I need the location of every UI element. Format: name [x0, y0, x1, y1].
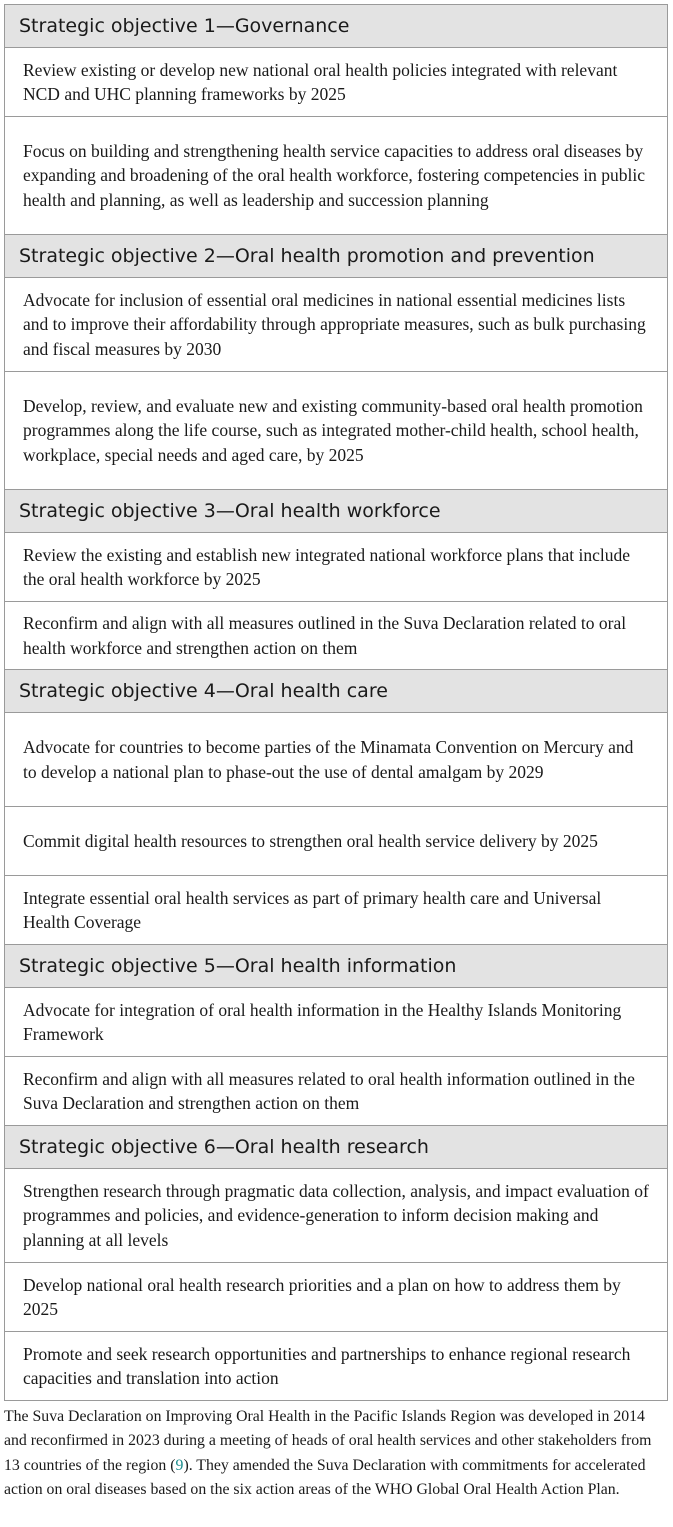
table-row: Commit digital health resources to strengthen oral health service delivery by 2025	[5, 807, 667, 876]
section-heading: Strategic objective 2—Oral health promotion and prevention	[5, 235, 667, 278]
table-row: Promote and seek research opportunities and partnerships to enhance regional research capacities and translation into action	[23, 1343, 631, 1388]
reference-link[interactable]: 9	[175, 1456, 184, 1474]
section-heading: Strategic objective 3—Oral health workforce	[5, 490, 667, 533]
section-heading: Strategic objective 1—Governance	[5, 5, 667, 48]
objectives-table	[4, 4, 668, 1401]
table-row: Develop, review, and evaluate new and existing community-based oral health promotion programmes along the life course, such as integrated mother-child health, school health, workplace, special needs and aged care, by 2025	[5, 372, 667, 490]
table-footnote	[4, 1405, 668, 1503]
table-row: Advocate for integration of oral health information in the Healthy Islands Monitoring Framework	[5, 988, 667, 1057]
section-heading: Strategic objective 5—Oral health information	[5, 945, 667, 988]
table-row: Reconfirm and align with all measures outlined in the Suva Declaration related to oral health workforce and strengthen action on them	[5, 602, 667, 670]
table-row: Integrate essential oral health services as part of primary health care and Universal Health Coverage	[5, 876, 667, 945]
section-heading: Strategic objective 4—Oral health care	[5, 670, 667, 713]
table-row: Advocate for inclusion of essential oral medicines in national essential medicines lists and to improve their affordability through appropriate measures, such as bulk purchasing and fiscal measures by 2030	[5, 278, 667, 372]
footnote-text: The Suva Declaration on Improving Oral Health in the Pacific Islands Region was developed in 2014 and reconfirmed in 2023 during a meeting of heads of oral health services and other stakeholders from 13 countries of the region (	[4, 1408, 652, 1474]
table-row: Focus on building and strengthening health service capacities to address oral diseases by expanding and broadening of the oral health workforce, fostering competencies in public health and planning, as well as leadership and succession planning	[5, 117, 667, 235]
table-row: Review existing or develop new national oral health policies integrated with relevant NCD and UHC planning frameworks by 2025	[5, 48, 667, 117]
table-row: Strengthen research through pragmatic data collection, analysis, and impact evaluation of programmes and policies, and evidence-generation to inform decision making and planning at all levels	[5, 1169, 667, 1263]
table-row: Advocate for countries to become parties of the Minamata Convention on Mercury and to develop a national plan to phase-out the use of dental amalgam by 2029	[5, 713, 667, 807]
table-row: Reconfirm and align with all measures related to oral health information outlined in the Suva Declaration and strengthen action on them	[5, 1057, 667, 1126]
footnote-text: ). They amended the Suva Declaration with commitments for accelerated action on oral diseases based on the six action areas of the WHO Global Oral Health Action Plan.	[4, 1456, 646, 1499]
table-row: Review the existing and establish new integrated national workforce plans that include the oral health workforce by 2025	[5, 533, 667, 602]
section-heading: Strategic objective 6—Oral health research	[5, 1126, 667, 1169]
table-row: Develop national oral health research priorities and a plan on how to address them by 2025	[5, 1263, 667, 1332]
